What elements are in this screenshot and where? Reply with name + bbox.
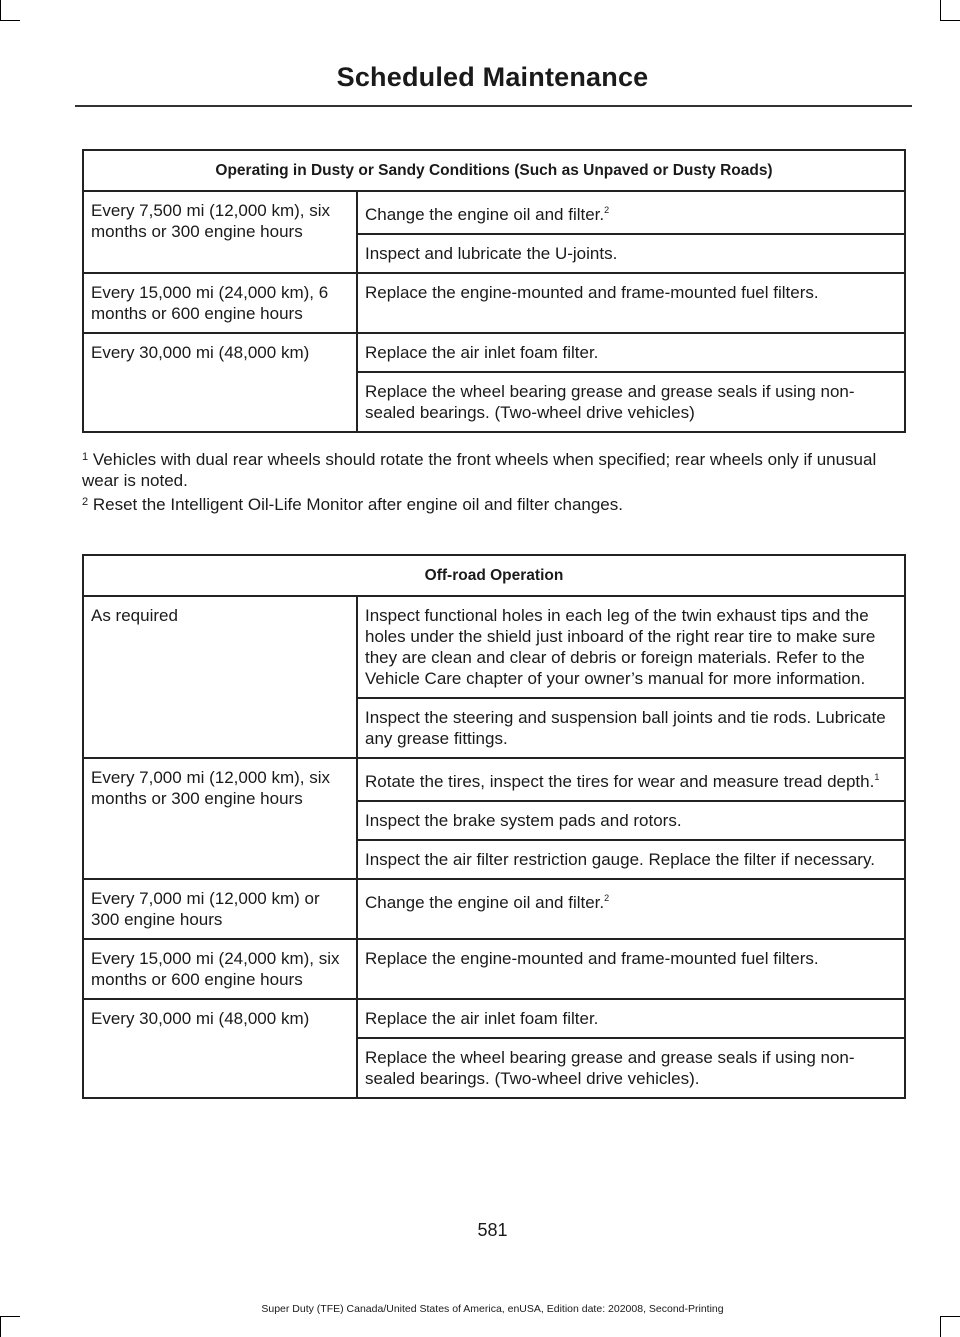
action-text: Change the engine oil and filter. (365, 205, 605, 224)
interval-cell: Every 30,000 mi (48,000 km) (83, 999, 357, 1098)
crop-mark (940, 20, 960, 21)
interval-cell: Every 15,000 mi (24,000 km), six months or 600 engine hours (83, 939, 357, 999)
action-text: Replace the wheel bearing grease and grease seals if using non-sealed bearings. (Two-wheel drive vehicles). (365, 1048, 855, 1088)
crop-mark (940, 1316, 960, 1317)
footnote-number: 2 (82, 496, 89, 508)
interval-cell: Every 7,000 mi (12,000 km), six months or 300 engine hours (83, 758, 357, 879)
table-heading: Off-road Operation (83, 555, 905, 596)
table-row (83, 879, 905, 939)
table-row (83, 999, 905, 1038)
table-header-row (83, 150, 905, 191)
action-text: Rotate the tires, inspect the tires for wear and measure tread depth. (365, 772, 875, 791)
action-text: Replace the air inlet foam filter. (365, 343, 599, 362)
table-row (83, 333, 905, 372)
action-text: Inspect and lubricate the U-joints. (365, 244, 618, 263)
action-cell (357, 999, 905, 1038)
action-cell (357, 879, 905, 939)
action-text: Change the engine oil and filter. (365, 893, 605, 912)
off-road-table (82, 554, 906, 1099)
action-cell (357, 333, 905, 372)
footnote-reference: 2 (604, 205, 610, 215)
footnote-text: Reset the Intelligent Oil-Life Monitor after engine oil and filter changes. (92, 495, 623, 514)
page-title: Scheduled Maintenance (336, 62, 649, 92)
crop-mark (0, 1317, 1, 1337)
action-cell (357, 1038, 905, 1098)
crop-mark (0, 1316, 20, 1317)
dusty-conditions-table (82, 149, 906, 433)
action-cell (357, 698, 905, 758)
interval-cell: As required (83, 596, 357, 758)
table-row (83, 191, 905, 234)
header-rule (75, 105, 912, 107)
footnote-number: 1 (82, 451, 89, 463)
table-row (83, 596, 905, 698)
table-heading: Operating in Dusty or Sandy Conditions (Such as Unpaved or Dusty Roads) (83, 150, 905, 191)
interval-cell: Every 15,000 mi (24,000 km), 6 months or 600 engine hours (83, 273, 357, 333)
interval-cell: Every 7,000 mi (12,000 km) or 300 engine hours (83, 879, 357, 939)
action-text: Replace the wheel bearing grease and grease seals if using non-sealed bearings. (Two-wheel drive vehicles) (365, 382, 855, 422)
footnote (82, 492, 912, 515)
page-number: 581 (477, 1220, 508, 1240)
action-text: Inspect the steering and suspension ball joints and tie rods. Lubricate any grease fittings. (365, 708, 886, 748)
edition-footer: Super Duty (TFE) Canada/United States of America, enUSA, Edition date: 202008, Second-Printing (261, 1303, 724, 1315)
action-cell (357, 939, 905, 999)
table-row (83, 758, 905, 801)
action-cell (357, 191, 905, 234)
action-text: Replace the air inlet foam filter. (365, 1009, 599, 1028)
footnote-text: Vehicles with dual rear wheels should rotate the front wheels when specified; rear wheels only if unusual wear is noted. (82, 450, 877, 490)
footnote-reference: 2 (604, 893, 610, 903)
action-text: Inspect the air filter restriction gauge. Replace the filter if necessary. (365, 850, 875, 869)
table-header-row (83, 555, 905, 596)
interval-cell: Every 30,000 mi (48,000 km) (83, 333, 357, 432)
footnote-reference: 1 (874, 772, 880, 782)
action-text: Replace the engine-mounted and frame-mounted fuel filters. (365, 283, 819, 302)
action-cell (357, 801, 905, 840)
crop-mark (0, 0, 1, 20)
crop-mark (0, 20, 20, 21)
action-cell (357, 758, 905, 801)
action-text: Replace the engine-mounted and frame-mounted fuel filters. (365, 949, 819, 968)
table-row (83, 273, 905, 333)
action-text: Inspect the brake system pads and rotors. (365, 811, 682, 830)
action-cell (357, 840, 905, 879)
action-cell (357, 372, 905, 432)
action-cell (357, 234, 905, 273)
crop-mark (940, 0, 941, 20)
action-cell (357, 596, 905, 698)
crop-mark (940, 1317, 941, 1337)
action-text: Inspect functional holes in each leg of the twin exhaust tips and the holes under the shield just inboard of the right rear tire to make sure they are clean and clear of debris or foreign materials. Refer to the Vehicle Care chapter of your owner’s manual for more information. (365, 606, 876, 688)
table-row (83, 939, 905, 999)
action-cell (357, 273, 905, 333)
interval-cell: Every 7,500 mi (12,000 km), six months or 300 engine hours (83, 191, 357, 273)
footnote (82, 447, 912, 491)
